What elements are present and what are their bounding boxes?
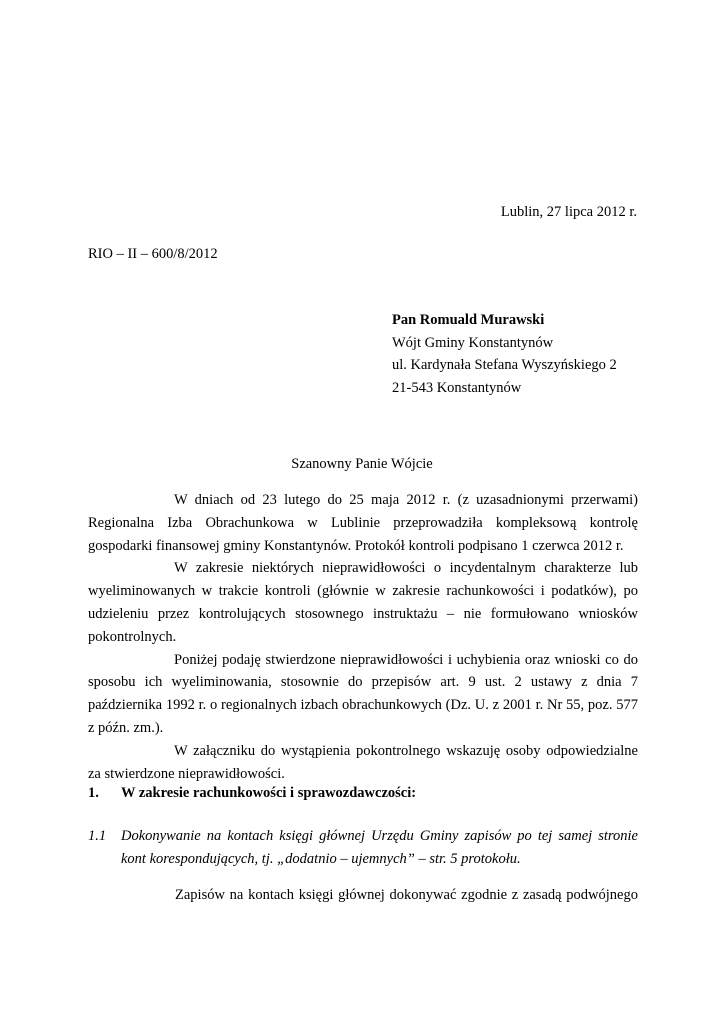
recipient-address xyxy=(392,309,617,399)
salutation: Szanowny Panie Wójcie xyxy=(291,456,433,472)
item-number: 1.1 xyxy=(88,828,107,844)
finding-item xyxy=(88,825,638,871)
recipient-city: 21-543 Konstantynów xyxy=(392,379,522,396)
letter-body xyxy=(88,489,638,785)
reference-number: RIO – II – 600/8/2012 xyxy=(88,246,218,262)
paragraph: W załączniku do wystąpienia pokontrolnego wskazuję osoby odpowiedzialne za stwierdzone nieprawidłowości. xyxy=(88,742,638,782)
recipient-title: Wójt Gminy Konstantynów xyxy=(392,334,554,351)
section-title: W zakresie rachunkowości i sprawozdawczości: xyxy=(121,785,417,801)
letter-date: Lublin, 27 lipca 2012 r. xyxy=(500,204,637,220)
paragraph: Poniżej podaję stwierdzone nieprawidłowości i uchybienia oraz wnioski co do sposobu ich wyeliminowania, stosownie do przepisów art. 9 ust. 2 ustawy z dnia 7 października 1992 r. o regionalnych izbach obrachunkowych (Dz. U. z 2001 r. Nr 55, poz. 577 z późn. zm.). xyxy=(88,651,638,736)
item-text: Dokonywanie na kontach księgi głównej Urzędu Gminy zapisów po tej samej stronie kont korespondujących, tj. „dodatnio – ujemnych” – str. 5 protokołu. xyxy=(121,828,638,867)
recipient-street: ul. Kardynała Stefana Wyszyńskiego 2 xyxy=(392,357,617,373)
section-number: 1. xyxy=(88,785,99,801)
section-heading xyxy=(88,785,416,802)
paragraph: W zakresie niektórych nieprawidłowości o incydentalnym charakterze lub wyeliminowanych w trakcie kontroli (głównie w zakresie rachunkowości i podatków), po udzieleniu przez kontrolujących stosownego instruktażu – nie formułowano wniosków pokontrolnych. xyxy=(88,560,638,645)
paragraph: W dniach od 23 lutego do 25 maja 2012 r. (z uzasadnionymi przerwami) Regionalna Izba Obrachunkowa w Lublinie przeprowadziła kompleksową kontrolę gospodarki finansowej gminy Konstantynów. Protokół kontroli podpisano 1 czerwca 2012 r. xyxy=(88,492,638,554)
recipient-name: Pan Romuald Murawski xyxy=(392,312,545,328)
continuation-text: Zapisów na kontach księgi głównej dokonywać zgodnie z zasadą podwójnego xyxy=(175,887,638,903)
